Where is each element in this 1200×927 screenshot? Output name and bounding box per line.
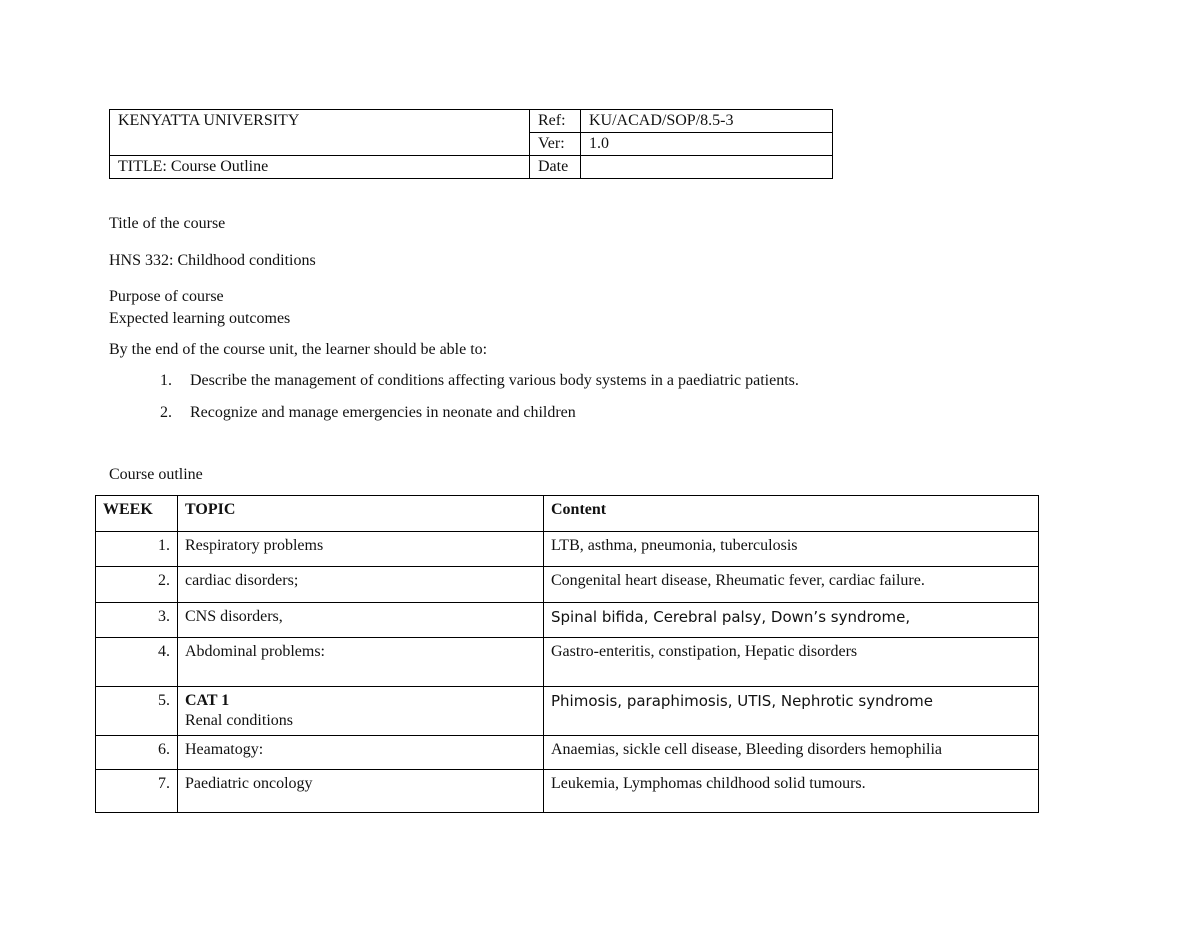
table-row	[96, 603, 1039, 638]
outcome-item-1	[160, 370, 799, 392]
week-cell: 4.	[96, 638, 178, 687]
version-value: 1.0	[581, 133, 833, 156]
topic-text: Renal conditions	[185, 712, 293, 729]
course-outline-table	[95, 495, 1039, 813]
topic-cell: Paediatric oncology	[178, 770, 544, 813]
week-cell: 3.	[96, 603, 178, 638]
topic-cell: Abdominal problems:	[178, 638, 544, 687]
outcomes-label: Expected learning outcomes	[109, 310, 291, 327]
outcome-text: Recognize and manage emergencies in neonate and children	[190, 404, 576, 421]
outcome-text: Describe the management of conditions affecting various body systems in a paediatric patients.	[190, 372, 799, 389]
table-row	[96, 736, 1039, 770]
topic-cell: Respiratory problems	[178, 532, 544, 567]
content-cell: Spinal bifida, Cerebral palsy, Down’s syndrome,	[544, 603, 1039, 638]
course-title-label: Title of the course	[109, 215, 226, 232]
week-cell: 1.	[96, 532, 178, 567]
date-value	[581, 156, 833, 179]
week-header: WEEK	[96, 496, 178, 532]
content-cell: Phimosis, paraphimosis, UTIS, Nephrotic syndrome	[544, 687, 1039, 736]
content-header: Content	[544, 496, 1039, 532]
course-code-name: HNS 332: Childhood conditions	[109, 252, 316, 269]
week-cell: 5.	[96, 687, 178, 736]
topic-cell: Heamatogy:	[178, 736, 544, 770]
table-row	[96, 638, 1039, 687]
outcome-number: 1.	[160, 372, 172, 389]
outcomes-intro: By the end of the course unit, the learner should be able to:	[109, 341, 488, 358]
course-outline-label: Course outline	[109, 466, 203, 483]
purpose-label: Purpose of course	[109, 288, 224, 305]
outcome-item-2	[160, 402, 576, 424]
document-title: TITLE: Course Outline	[110, 156, 530, 179]
content-cell: Gastro-enteritis, constipation, Hepatic disorders	[544, 638, 1039, 687]
ref-value: KU/ACAD/SOP/8.5-3	[581, 110, 833, 133]
content-cell: Congenital heart disease, Rheumatic fever, cardiac failure.	[544, 567, 1039, 603]
ref-label: Ref:	[530, 110, 581, 133]
table-header-row	[96, 496, 1039, 532]
topic-header: TOPIC	[178, 496, 544, 532]
topic-cell: cardiac disorders;	[178, 567, 544, 603]
topic-cell	[178, 687, 544, 736]
content-cell: Anaemias, sickle cell disease, Bleeding disorders hemophilia	[544, 736, 1039, 770]
date-label: Date	[530, 156, 581, 179]
content-cell: LTB, asthma, pneumonia, tuberculosis	[544, 532, 1039, 567]
table-row	[96, 567, 1039, 603]
outcome-number: 2.	[160, 404, 172, 421]
week-cell: 7.	[96, 770, 178, 813]
version-label: Ver:	[530, 133, 581, 156]
table-row	[96, 687, 1039, 736]
content-cell: Leukemia, Lymphomas childhood solid tumours.	[544, 770, 1039, 813]
cat-label: CAT 1	[185, 692, 230, 709]
week-cell: 6.	[96, 736, 178, 770]
table-row	[96, 770, 1039, 813]
document-header-table	[109, 109, 833, 179]
week-cell: 2.	[96, 567, 178, 603]
table-row	[96, 532, 1039, 567]
topic-cell: CNS disorders,	[178, 603, 544, 638]
institution-name: KENYATTA UNIVERSITY	[110, 110, 530, 156]
